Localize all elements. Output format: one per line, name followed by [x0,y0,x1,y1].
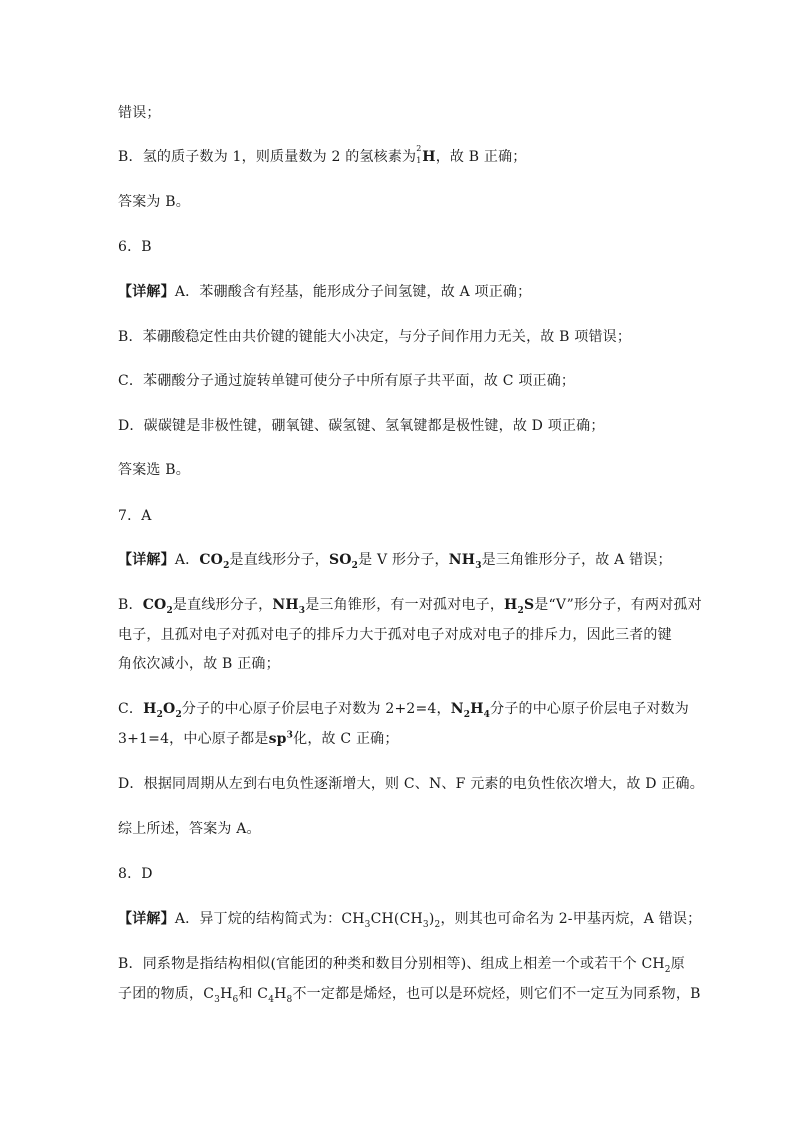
text-line: 答案选 B。 [118,462,190,478]
text-line: B．同系物是指结构相似(官能团的种类和数目分别相等)、组成上相差一个或若干个 $CH_2$原 [118,956,685,975]
formula: $NH_3$ [448,552,482,571]
text-line: 【详解】A．$CO_2$是直线形分子，$SO_2$是 V 形分子，$NH_3$是三角锥形分子，故 A 错误； [118,552,672,571]
text-line: 错误； [118,105,161,121]
text-line: B．$CO_2$是直线形分子，$NH_3$是三角锥形，有一对孤对电子，$H_2S$是“V”形分子，有两对孤对 [118,597,702,616]
text-line: 电子，且孤对电子对孤对电子的排斥力大于孤对电子对成对电子的排斥力，因此三者的键 [118,627,672,643]
text-line: 【详解】A．异丁烷的结构简式为：$CH_3CH(CH_3)_2$，则其也可命名为 2-甲基丙烷，A 错误； [118,911,702,930]
text-line: B．氢的质子数为 1，则质量数为 2 的氢核素为 2 1 H，故 B 正确； [118,144,527,165]
question-number: 6．B [118,239,152,255]
text-line: D．根据同周期从左到右电负性逐渐增大，则 C、N、F 元素的电负性依次增大，故 D 正确。 [118,776,704,792]
text-line: 角依次减小，故 B 正确； [118,656,280,672]
text-line: C．苯硼酸分子通过旋转单键可使分子中所有原子共平面，故 C 项正确； [118,373,576,389]
question-number: 7．A [118,508,152,524]
text-line: B．苯硼酸稳定性由共价键的键能大小决定，与分子间作用力无关，故 B 项错误； [118,329,632,345]
formula: $CO_2$ [199,552,230,571]
text-line: 3+1=4，中心原子都是$sp^3$化，故 C 正确； [118,730,399,747]
detail-tag: 【详解】 [118,911,175,927]
text-line: 综上所述，答案为 A。 [118,821,261,837]
formula: $SO_2$ [328,552,359,571]
detail-tag: 【详解】 [118,552,175,568]
isotope-symbol: 2 1 H [416,144,436,165]
text-line: C．$H_2O_2$分子的中心原子价层电子对数为 2+2=4，$N_2H_4$分子的中心原子价层电子对数为 [118,701,689,720]
formula: $NH_3$ [272,597,306,616]
text-line: 子团的物质，$C_3H_6$和 $C_4H_8$不一定都是烯烃，也可以是环烷烃，则它们不一定互为同系物，B [118,986,701,1005]
question-number: 8．D [118,866,153,882]
formula: $H_2S$ [504,597,535,616]
formula: $sp^3$ [268,730,294,747]
detail-tag: 【详解】 [118,284,175,300]
text-line: 答案为 B。 [118,194,190,210]
formula: $H_2O_2$ [143,701,182,720]
text-line: 【详解】A．苯硼酸含有羟基，能形成分子间氢键，故 A 项正确； [118,284,532,300]
formula: $N_2H_4$ [450,701,491,720]
formula: $CO_2$ [142,597,173,616]
text-line: D．碳碳键是非极性键，硼氧键、碳氢键、氢氧键都是极性键，故 D 项正确； [118,418,605,434]
